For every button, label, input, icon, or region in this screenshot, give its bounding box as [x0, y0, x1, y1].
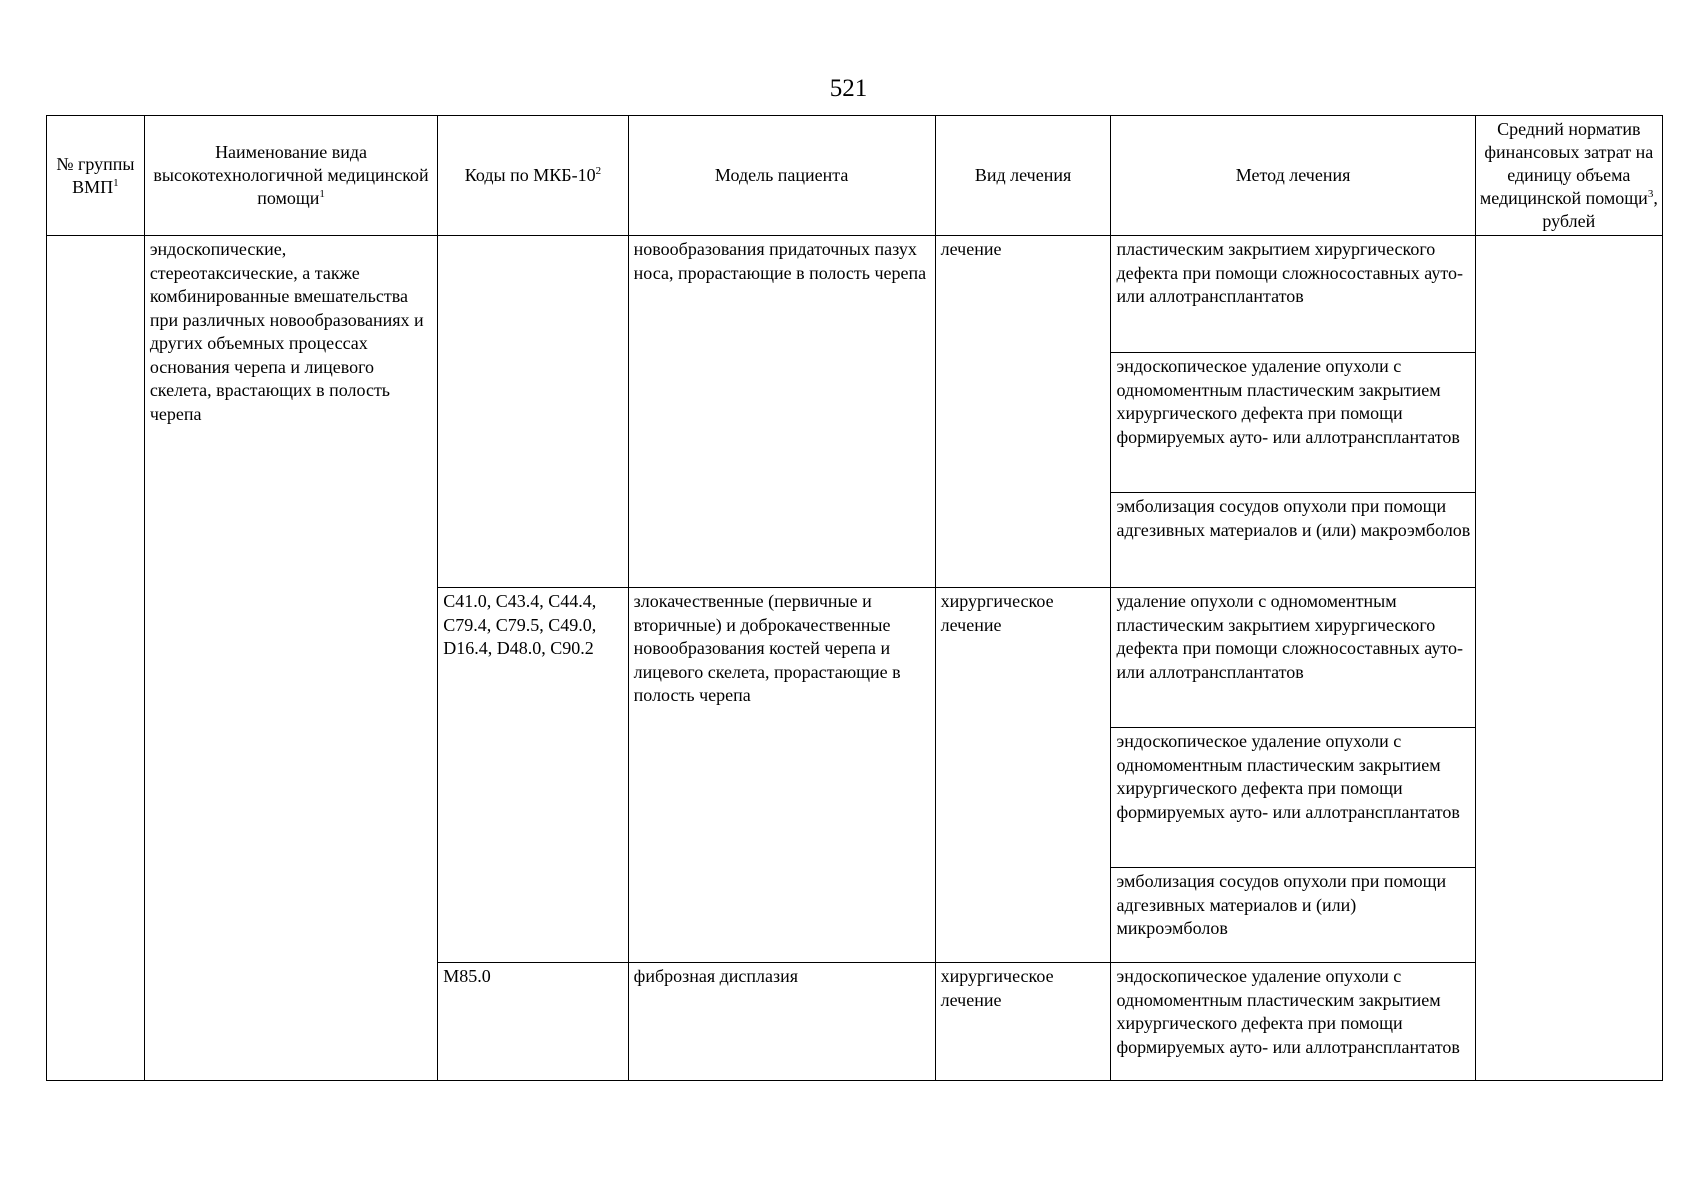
- method-item: эндоскопическое удаление опухоли с одномоментным пластическим закрытием хирургического дефекта при помощи формируемых ауто- или аллотрансплантатов: [1116, 966, 1460, 1057]
- method-item: эмболизация сосудов опухоли при помощи адгезивных материалов и (или) микроэмболов: [1116, 871, 1447, 938]
- model-cell: фиброзная дисплазия: [628, 963, 935, 1081]
- method-item: эндоскопическое удаление опухоли с одномоментным пластическим закрытием хирургического дефекта при помощи формируемых ауто- или аллотрансплантатов: [1111, 353, 1474, 493]
- methods-cell: [1111, 236, 1475, 588]
- model-cell: злокачественные (первичные и вторичные) и доброкачественные новообразования костей черепа и лицевого скелета, прорастающие в полость черепа: [628, 588, 935, 963]
- codes-cell: [438, 236, 628, 588]
- codes-cell: C41.0, C43.4, C44.4, C79.4, C79.5, C49.0, D16.4, D48.0, C90.2: [438, 588, 628, 963]
- method-item: эмболизация сосудов опухоли при помощи адгезивных материалов и (или) макроэмболов: [1116, 496, 1471, 540]
- header-treatment-type: Вид лечения: [935, 116, 1111, 236]
- treatment-cell: хирургическое лечение: [935, 963, 1111, 1081]
- vmp-table: [46, 115, 1663, 1081]
- method-item: пластическим закрытием хирургического дефекта при помощи сложносоставных ауто- или аллотрансплантатов: [1111, 236, 1474, 353]
- header-codes: Коды по МКБ-$10^2$: [438, 116, 628, 236]
- name-cell: эндоскопические, стереотаксические, а также комбинированные вмешательства при различных новообразованиях и других объемных процессах основания черепа и лицевого скелета, врастающих в полость черепа: [144, 236, 437, 1081]
- codes-cell: M85.0: [438, 963, 628, 1081]
- header-method: Метод лечения: [1111, 116, 1475, 236]
- group-no-cell: [47, 236, 145, 1081]
- cost-cell: [1475, 236, 1662, 1081]
- method-item: удаление опухоли с одномоментным пластическим закрытием хирургического дефекта при помощи сложносоставных ауто- или аллотрансплантатов: [1111, 588, 1474, 728]
- header-cost: Средний норматив финансовых затрат на единицу объема медицинской помощи$^3$, рублей: [1475, 116, 1662, 236]
- header-row: [47, 116, 1663, 236]
- header-group-no: № группы ВМП$^1$: [47, 116, 145, 236]
- treatment-cell: лечение: [935, 236, 1111, 588]
- method-item: эндоскопическое удаление опухоли с одномоментным пластическим закрытием хирургического дефекта при помощи формируемых ауто- или аллотрансплантатов: [1111, 728, 1474, 868]
- methods-cell: [1111, 588, 1475, 963]
- methods-cell: [1111, 963, 1475, 1081]
- header-model: Модель пациента: [628, 116, 935, 236]
- page-number: 521: [829, 75, 868, 102]
- header-name: Наименование вида высокотехнологичной медицинской помощи$^1$: [144, 116, 437, 236]
- treatment-cell: хирургическое лечение: [935, 588, 1111, 963]
- table-row: [47, 236, 1663, 588]
- model-cell: новообразования придаточных пазух носа, прорастающие в полость черепа: [628, 236, 935, 588]
